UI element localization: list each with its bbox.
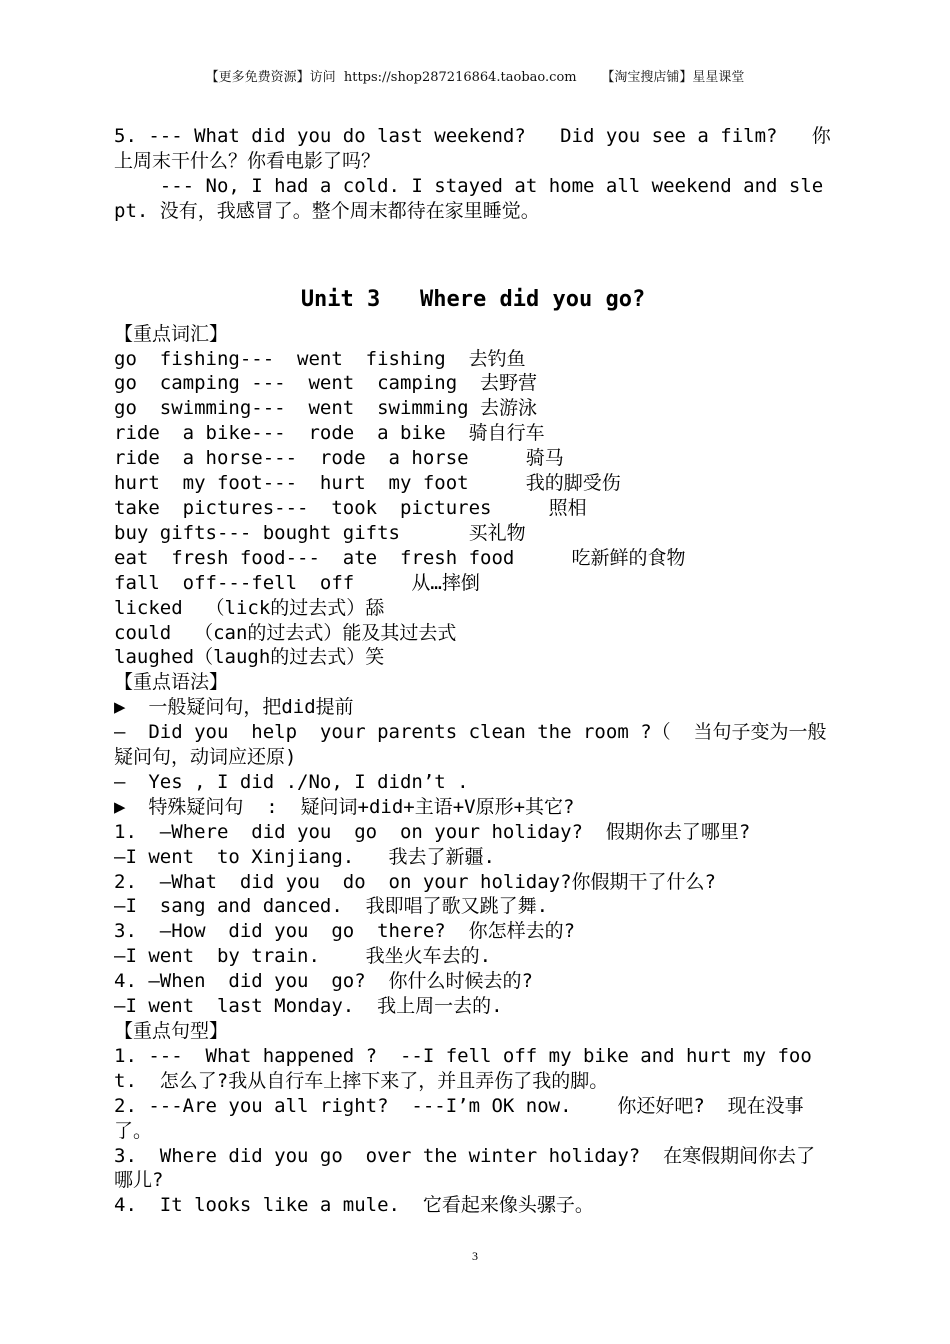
grammar-line: ▶ 特殊疑问句 : 疑问词+did+主语+V原形+其它? (114, 795, 575, 818)
section-heading-vocabulary: 【重点词汇】 (114, 322, 229, 345)
dialogue-line: 5. --- What did you do last weekend? Did you see a film? 你上周末干什么？你看电影了吗？ (114, 125, 831, 172)
document-body (114, 124, 832, 1218)
grammar-line: 1. —Where did you go on your holiday? 假期你去了哪里? (114, 820, 751, 843)
vocab-line: hurt my foot--- hurt my foot 我的脚受伤 (114, 472, 621, 495)
vocab-line: ride a bike--- rode a bike 骑自行车 (114, 422, 545, 445)
grammar-line: —I sang and danced. 我即唱了歌又跳了舞. (114, 895, 549, 918)
vocab-line: laughed（laugh的过去式）笑 (114, 646, 385, 669)
grammar-line: ▶ 一般疑问句，把did提前 (114, 696, 354, 719)
vocab-line: go fishing--- went fishing 去钓鱼 (114, 347, 526, 370)
unit-title: Unit 3 Where did you go? (300, 286, 646, 312)
page-number: 3 (472, 1249, 478, 1263)
grammar-line: 2. —What did you do on your holiday?你假期干了什么? (114, 870, 716, 893)
sentence-line: 3. Where did you go over the winter holiday? 在寒假期间你去了哪儿? (114, 1144, 816, 1192)
grammar-line: —I went to Xinjiang. 我去了新疆. (114, 845, 495, 868)
vocab-line: go swimming--- went swimming 去游泳 (114, 397, 538, 420)
vocab-line: go camping --- went camping 去野营 (114, 372, 538, 395)
vocab-line: buy gifts--- bought gifts 买礼物 (114, 521, 526, 544)
grammar-line: —I went last Monday. 我上周一去的. (114, 995, 503, 1018)
sentence-line: 4. It looks like a mule. 它看起来像头骡子。 (114, 1194, 594, 1217)
grammar-line: — Yes , I did ./No, I didn’t . (114, 770, 469, 793)
section-heading-grammar: 【重点语法】 (114, 671, 229, 694)
vocab-line: fall off---fell off 从…摔倒 (114, 571, 480, 594)
grammar-line: — Did you help your parents clean the room ?（ 当句子变为一般疑问句，动词应还原) (114, 721, 827, 769)
vocab-line: licked （lick的过去式）舔 (114, 596, 385, 619)
vocab-line: eat fresh food--- ate fresh food 吃新鲜的食物 (114, 546, 686, 569)
vocab-line: ride a horse--- rode a horse 骑马 (114, 447, 564, 470)
vocab-line: take pictures--- took pictures 照相 (114, 496, 587, 519)
dialogue-line: --- No, I had a cold. I stayed at home all weekend and slept. 没有，我感冒了。整个周末都待在家里睡觉。 (114, 174, 824, 222)
section-heading-sentences: 【重点句型】 (114, 1020, 229, 1042)
page-header: 【更多免费资源】访问 https://shop287216864.taobao.com 【淘宝搜店铺】星星课堂 (205, 70, 745, 85)
sentence-line: 2. ---Are you all right? ---I’m OK now. 你还好吧? 现在没事了。 (114, 1094, 804, 1142)
sentence-line: 1. --- What happened ? --I fell off my bike and hurt my foot. 怎么了?我从自行车上摔下来了，并且弄伤了我的脚。 (114, 1044, 812, 1092)
grammar-line: 3. —How did you go there? 你怎样去的? (114, 920, 576, 943)
grammar-line: —I went by train. 我坐火车去的. (114, 945, 492, 968)
vocab-line: could （can的过去式）能及其过去式 (114, 621, 457, 644)
notes-list (114, 322, 832, 1219)
grammar-line: 4. —When did you go? 你什么时候去的? (114, 970, 533, 993)
